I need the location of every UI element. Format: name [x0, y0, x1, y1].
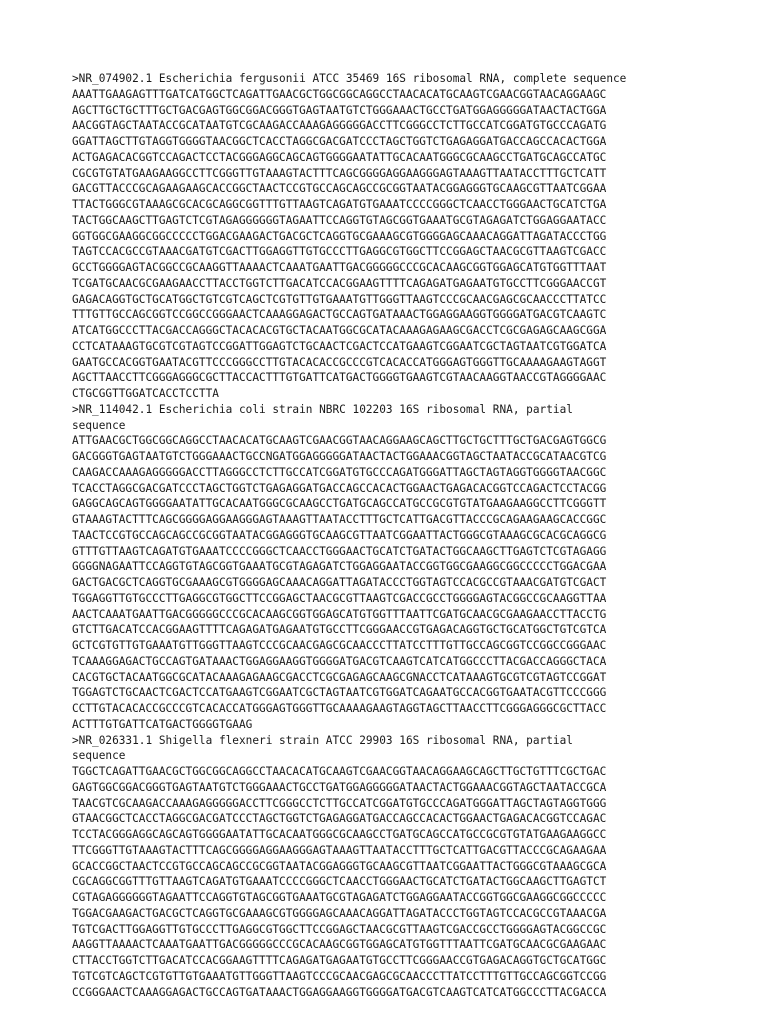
sequence-line: TAACTCCGTGCCAGCAGCCGCGGTAATACGGAGGGTGCAAGCGTTAATCGGAATTACTGGGCGTAAAGCGCACGCAGGCG — [72, 528, 607, 542]
sequence-line: TACTGGCAAGCTTGAGTCTCGTAGAGGGGGGTAGAATTCCAGGTGTAGCGGTGAAATGCGTAGAGATCTGGAGGAATACC — [72, 213, 607, 227]
sequence-line: TCGATGCAACGCGAAGAACCTTACCTGGTCTTGACATCCACGGAAGTTTTCAGAGATGAGAATGTGCCTTCGGGAACCGT — [72, 276, 607, 290]
sequence-line: AGCTTAACCTTCGGGAGGGCGCTTACCACTTTGTGATTCATGACTGGGGTGAAGTCGTAACAAGGTAACCGTAGGGGAAC — [72, 371, 607, 385]
record-header: >NR_074902.1 Escherichia fergusonii ATCC 35469 16S ribosomal RNA, complete sequence — [72, 72, 627, 85]
sequence-line: TAGTCCACGCCGTAAACGATGTCGACTTGGAGGTTGTGCCCTTGAGGCGTGGCTTCCGGAGCTAACGCGTTAAGTCGACC — [72, 245, 607, 259]
sequence-line: AAATTGAAGAGTTTGATCATGGCTCAGATTGAACGCTGGCGGCAGGCCTAACACATGCAAGTCGAACGGTAACAGGAAGC — [72, 87, 607, 101]
sequence-line: CTTACCTGGTCTTGACATCCACGGAAGTTTTCAGAGATGAGAATGTGCCTTCGGGAACCGTGAGACAGGTGCTGCATGGC — [72, 954, 607, 967]
record-header-continuation: sequence — [72, 418, 126, 432]
sequence-line: GAGGCAGCAGTGGGGAATATTGCACAATGGGCGCAAGCCTGATGCAGCCATGCCGCGTGTATGAAGAAGGCCTTCGGGTT — [72, 497, 607, 511]
sequence-line: AGCTTGCTGCTTTGCTGACGAGTGGCGGACGGGTGAGTAATGTCTGGGAAACTGCCTGATGGAGGGGGATAACTACTGGA — [72, 103, 607, 117]
sequence-line: GTAAAGTACTTTCAGCGGGGAGGAAGGGAGTAAAGTTAATACCTTTGCTCATTGACGTTACCCGCAGAAGAAGCACCGGC — [72, 513, 607, 526]
sequence-line: GCACCGGCTAACTCCGTGCCAGCAGCCGCGGTAATACGGAGGGTGCAAGCGTTAATCGGAATTACTGGGCGTAAAGCGCA — [72, 859, 607, 873]
sequence-line: CAAGACCAAAGAGGGGGACCTTAGGGCCTCTTGCCATCGGATGTGCCCAGATGGGATTAGCTAGTAGGTGGGGTAACGGC — [72, 465, 607, 479]
fasta-record — [72, 71, 712, 402]
sequence-line: GTCTTGACATCCACGGAAGTTTTCAGAGATGAGAATGTGCCTTCGGGAACCGTGAGACAGGTGCTGCATGGCTGTCGTCA — [72, 623, 607, 637]
record-header: >NR_114042.1 Escherichia coli strain NBRC 102203 16S ribosomal RNA, partial — [72, 402, 573, 416]
sequence-line: CACGTGCTACAATGGCGCATACAAAGAGAAGCGACCTCGCGAGAGCAAGCGNACCTCATAAAGTGCGTCGTAGTCCGGAT — [72, 670, 607, 684]
record-header: >NR_026331.1 Shigella flexneri strain ATCC 29903 16S ribosomal RNA, partial — [72, 733, 573, 747]
sequence-line: CCGGGAACTCAAAGGAGACTGCCAGTGATAAACTGGAGGAAGGTGGGGATGACGTCAAGTCATCATGGCCCTTACGACCA — [72, 985, 607, 999]
sequence-line: CCTTGTACACACCGCCCGTCACACCATGGGAGTGGGTTGCAAAAGAAGTAGGTAGCTTAACCTTCGGGAGGGCGCTTACC — [72, 702, 607, 715]
sequence-line: TGGAGGTTGTGCCCTTGAGGCGTGGCTTCCGGAGCTAACGCGTTAAGTCGACCGCCTGGGGAGTACGGCCGCAAGGTTAA — [72, 591, 607, 605]
sequence-line: TTTGTTGCCAGCGGTCCGGCCGGGAACTCAAAGGAGACTGCCAGTGATAAACTGGAGGAAGGTGGGGATGACGTCAAGTC — [72, 308, 607, 322]
sequence-line: CGCGTGTATGAAGAAGGCCTTCGGGTTGTAAAGTACTTTCAGCGGGGAGGAAGGGAGTAAAGTTAATACCTTTGCTCATT — [72, 166, 607, 180]
sequence-line: CGTAGAGGGGGGTAGAATTCCAGGTGTAGCGGTGAAATGCGTAGAGATCTGGAGGAATACCGGTGGCGAAGGCGGCCCCC — [72, 891, 607, 904]
sequence-line: ATTGAACGCTGGCGGCAGGCCTAACACATGCAAGTCGAACGGTAACAGGAAGCAGCTTGCTGCTTTGCTGACGAGTGGCG — [72, 434, 607, 448]
sequence-line: GTAACGGCTCACCTAGGCGACGATCCCTAGCTGGTCTGAGAGGATGACCAGCCACACTGGAACTGAGACACGGTCCAGAC — [72, 812, 607, 826]
sequence-line: ACTTTGTGATTCATGACTGGGGTGAAG — [72, 717, 253, 731]
sequence-line: ATCATGGCCCTTACGACCAGGGCTACACACGTGCTACAATGGCGCATACAAAGAGAAGCGACCTCGCGAGAGCAAGCGGA — [72, 324, 607, 337]
sequence-line: CGCAGGCGGTTTGTTAAGTCAGATGTGAAATCCCCGGGCTCAACCTGGGAACTGCATCTGATACTGGCAAGCTTGAGTCT — [72, 875, 607, 889]
sequence-line: TCCTACGGGAGGCAGCAGTGGGGAATATTGCACAATGGGCGCAAGCCTGATGCAGCCATGCCGCGTGTATGAAGAAGGCC — [72, 828, 607, 841]
sequence-line: TTCGGGTTGTAAAGTACTTTCAGCGGGGAGGAAGGGAGTAAAGTTAATACCTTTGCTCATTGACGTTACCCGCAGAAGAA — [72, 843, 607, 857]
sequence-line: AACTCAAATGAATTGACGGGGGCCCGCACAAGCGGTGGAGCATGTGGTTTAATTCGATGCAACGCGAAGAACCTTACCTG — [72, 607, 607, 621]
sequence-line: TGTCGTCAGCTCGTGTTGTGAAATGTTGGGTTAAGTCCCGCAACGAGCGCAACCCTTATCCTTTGTTGCCAGCGGTCCGG — [72, 969, 607, 983]
sequence-line: TGTCGACTTGGAGGTTGTGCCCTTGAGGCGTGGCTTCCGGAGCTAACGCGTTAAGTCGACCGCCTGGGGAGTACGGCCGC — [72, 922, 607, 936]
sequence-line: ACTGAGACACGGTCCAGACTCCTACGGGAGGCAGCAGTGGGGAATATTGCACAATGGGCGCAAGCCTGATGCAGCCATGC — [72, 150, 607, 164]
sequence-line: GCTCGTGTTGTGAAATGTTGGGTTAAGTCCCGCAACGAGCGCAACCCTTATCCTTTGTTGCCAGCGGTCCGGCCGGGAAC — [72, 639, 607, 652]
sequence-line: TCACCTAGGCGACGATCCCTAGCTGGTCTGAGAGGATGACCAGCCACACTGGAACTGAGACACGGTCCAGACTCCTACGG — [72, 481, 607, 495]
fasta-document — [72, 71, 712, 1000]
sequence-line: GACGTTACCCGCAGAAGAAGCACCGGCTAACTCCGTGCCAGCAGCCGCGGTAATACGGAGGGTGCAAGCGTTAATCGGAA — [72, 182, 607, 196]
sequence-line: CCTCATAAAGTGCGTCGTAGTCCGGATTGGAGTCTGCAACTCGACTCCATGAAGTCGGAATCGCTAGTAATCGTGGATCA — [72, 339, 607, 353]
sequence-line: TTACTGGGCGTAAAGCGCACGCAGGCGGTTTGTTAAGTCAGATGTGAAATCCCCGGGCTCAACCTGGGAACTGCATCTGA — [72, 198, 607, 211]
sequence-line: GGTGGCGAAGGCGGCCCCCTGGACGAAGACTGACGCTCAGGTGCGAAAGCGTGGGGAGCAAACAGGATTAGATACCCTGG — [72, 229, 607, 243]
sequence-line: GAGTGGCGGACGGGTGAGTAATGTCTGGGAAACTGCCTGATGGAGGGGGATAACTACTGGAAACGGTAGCTAATACCGCA — [72, 780, 607, 794]
sequence-line: GACTGACGCTCAGGTGCGAAAGCGTGGGGAGCAAACAGGATTAGATACCCTGGTAGTCCACGCCGTAAACGATGTCGACT — [72, 576, 607, 589]
sequence-line: TCAAAGGAGACTGCCAGTGATAAACTGGAGGAAGGTGGGGATGACGTCAAGTCATCATGGCCCTTACGACCAGGGCTACA — [72, 654, 607, 668]
sequence-line: TGGAGTCTGCAACTCGACTCCATGAAGTCGGAATCGCTAGTAATCGTGGATCAGAATGCCACGGTGAATACGTTCCCGGG — [72, 686, 607, 700]
sequence-line: GTTTGTTAAGTCAGATGTGAAATCCCCGGGCTCAACCTGGGAACTGCATCTGATACTGGCAAGCTTGAGTCTCGTAGAGG — [72, 544, 607, 558]
sequence-line: GGGGNAGAATTCCAGGTGTAGCGGTGAAATGCGTAGAGATCTGGAGGAATACCGGTGGCGAAGGCGGCCCCCTGGACGAA — [72, 560, 607, 574]
sequence-line: TGGCTCAGATTGAACGCTGGCGGCAGGCCTAACACATGCAAGTCGAACGGTAACAGGAAGCAGCTTGCTGTTTCGCTGAC — [72, 765, 607, 778]
sequence-line: CTGCGGTTGGATCACCTCCTTA — [72, 387, 219, 400]
sequence-line: GAATGCCACGGTGAATACGTTCCCGGGCCTTGTACACACCGCCCGTCACACCATGGGAGTGGGTTGCAAAAGAAGTAGGT — [72, 355, 607, 369]
sequence-line: GACGGGTGAGTAATGTCTGGGAAACTGCCNGATGGAGGGGGATAACTACTGGAAACGGTAGCTAATACCGCATAACGTCG — [72, 450, 607, 463]
fasta-record — [72, 402, 712, 733]
sequence-line: GGATTAGCTTGTAGGTGGGGTAACGGCTCACCTAGGCGACGATCCCTAGCTGGTCTGAGAGGATGACCAGCCACACTGGA — [72, 135, 607, 148]
sequence-line: GCCTGGGGAGTACGGCCGCAAGGTTAAAACTCAAATGAATTGACGGGGGCCCGCACAAGCGGTGGAGCATGTGGTTTAAT — [72, 261, 607, 274]
sequence-line: AACGGTAGCTAATACCGCATAATGTCGCAAGACCAAAGAGGGGGACCTTCGGGCCTCTTGCCATCGGATGTGCCCAGATG — [72, 119, 607, 133]
sequence-line: TGGACGAAGACTGACGCTCAGGTGCGAAAGCGTGGGGAGCAAACAGGATTAGATACCCTGGTAGTCCACGCCGTAAACGA — [72, 906, 607, 920]
sequence-line: TAACGTCGCAAGACCAAAGAGGGGGACCTTCGGGCCTCTTGCCATCGGATGTGCCCAGATGGGATTAGCTAGTAGGTGGG — [72, 796, 607, 810]
record-header-continuation: sequence — [72, 749, 126, 763]
fasta-record — [72, 733, 712, 1001]
sequence-line: GAGACAGGTGCTGCATGGCTGTCGTCAGCTCGTGTTGTGAAATGTTGGGTTAAGTCCCGCAACGAGCGCAACCCTTATCC — [72, 292, 607, 306]
sequence-line: AAGGTTAAAACTCAAATGAATTGACGGGGGCCCGCACAAGCGGTGGAGCATGTGGTTTAATTCGATGCAACGCGAAGAAC — [72, 938, 607, 952]
